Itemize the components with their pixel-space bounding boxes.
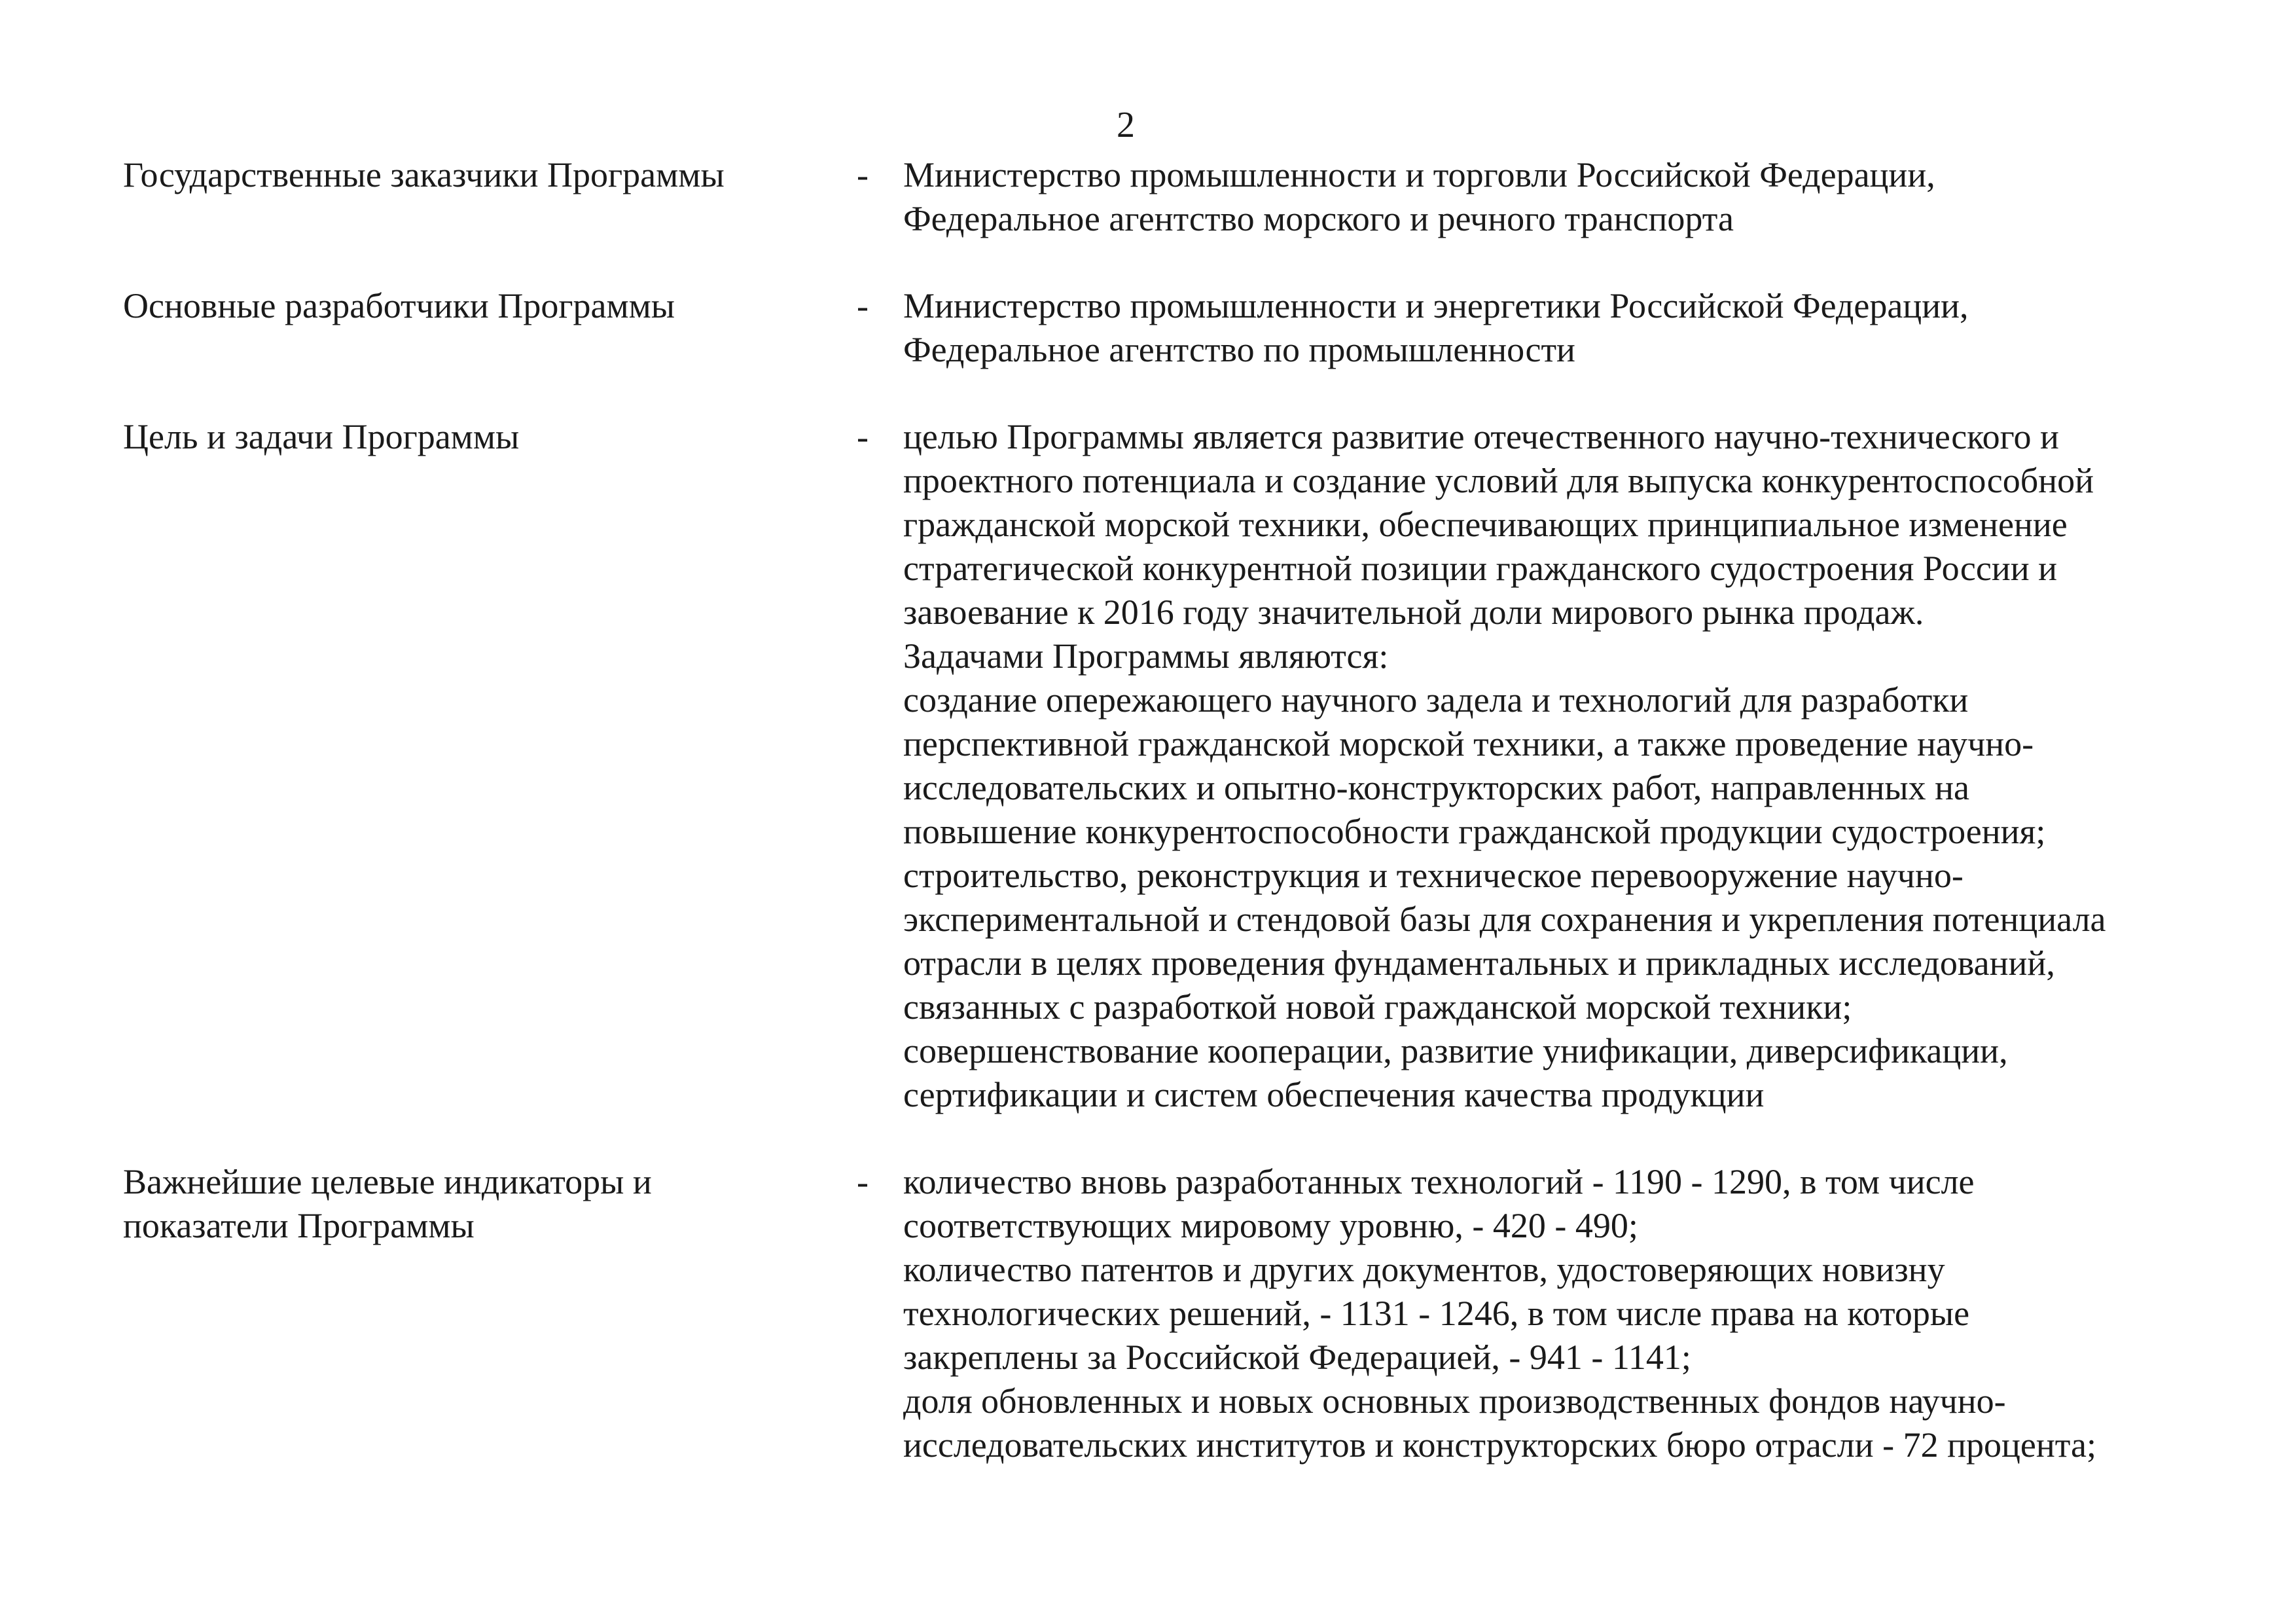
dash-separator: - <box>857 417 869 456</box>
dash-separator: - <box>857 286 869 325</box>
value-line: соответствующих мировому уровню, - 420 - 490; <box>903 1206 1638 1245</box>
section-value <box>889 284 2185 372</box>
section-label <box>123 415 810 459</box>
section-value <box>889 415 2185 1117</box>
value-line: стратегической конкурентной позиции гражданского судостроения России и <box>903 549 2058 588</box>
value-line: завоевание к 2016 году значительной доли мирового рынка продаж. <box>903 593 1924 632</box>
section-main-developers <box>123 284 2185 372</box>
label-line: Государственные заказчики Программы <box>123 155 725 194</box>
value-line: гражданской морской техники, обеспечивающих принципиальное изменение <box>903 505 2068 544</box>
value-line: количество вновь разработанных технологий - 1190 - 1290, в том числе <box>903 1162 1975 1201</box>
dash-separator: - <box>857 1162 869 1201</box>
value-line: отрасли в целях проведения фундаментальных и прикладных исследований, <box>903 943 2055 983</box>
value-line: исследовательских институтов и конструкторских бюро отрасли - 72 процента; <box>903 1425 2096 1465</box>
value-line: создание опережающего научного задела и технологий для разработки <box>903 680 1969 720</box>
value-line: Министерство промышленности и энергетики Российской Федерации, <box>903 286 1969 325</box>
value-line: количество патентов и других документов, удостоверяющих новизну <box>903 1250 1945 1289</box>
dash-separator: - <box>857 155 869 194</box>
value-line: повышение конкурентоспособности гражданской продукции судостроения; <box>903 812 2046 851</box>
section-label <box>123 153 810 197</box>
value-line: технологических решений, - 1131 - 1246, в том числе права на которые <box>903 1294 1970 1333</box>
value-line: Министерство промышленности и торговли Российской Федерации, <box>903 155 1935 194</box>
section-value <box>889 153 2185 241</box>
section-value <box>889 1160 2185 1467</box>
value-line: перспективной гражданской морской техники, а также проведение научно- <box>903 724 2034 763</box>
label-line: Важнейшие целевые индикаторы и <box>123 1162 652 1201</box>
section-state-customers <box>123 153 2185 241</box>
program-passport <box>123 153 2185 1510</box>
value-line: исследовательских и опытно-конструкторских работ, направленных на <box>903 768 1970 807</box>
value-line: доля обновленных и новых основных производственных фондов научно- <box>903 1381 2006 1421</box>
label-line: Цель и задачи Программы <box>123 417 520 456</box>
value-line: проектного потенциала и создание условий для выпуска конкурентоспособной <box>903 461 2094 500</box>
value-line: строительство, реконструкция и техническое перевооружение научно- <box>903 856 1964 895</box>
section-goals-and-tasks <box>123 415 2185 1117</box>
value-line: целью Программы является развитие отечественного научно-технического и <box>903 417 2059 456</box>
value-line: закреплены за Российской Федерацией, - 941 - 1141; <box>903 1338 1691 1377</box>
section-label <box>123 284 810 328</box>
label-line: показатели Программы <box>123 1206 475 1245</box>
value-line: экспериментальной и стендовой базы для сохранения и укрепления потенциала <box>903 900 2106 939</box>
section-target-indicators <box>123 1160 2185 1467</box>
value-line: совершенствование кооперации, развитие унификации, диверсификации, <box>903 1031 2008 1070</box>
section-label <box>123 1160 810 1248</box>
value-line: сертификации и систем обеспечения качества продукции <box>903 1075 1765 1114</box>
value-line: Задачами Программы являются: <box>903 636 1389 676</box>
page-number: 2 <box>1117 105 1135 145</box>
label-line: Основные разработчики Программы <box>123 286 675 325</box>
value-line: связанных с разработкой новой гражданской морской техники; <box>903 987 1852 1027</box>
value-line: Федеральное агентство морского и речного транспорта <box>903 199 1734 238</box>
value-line: Федеральное агентство по промышленности <box>903 330 1575 369</box>
